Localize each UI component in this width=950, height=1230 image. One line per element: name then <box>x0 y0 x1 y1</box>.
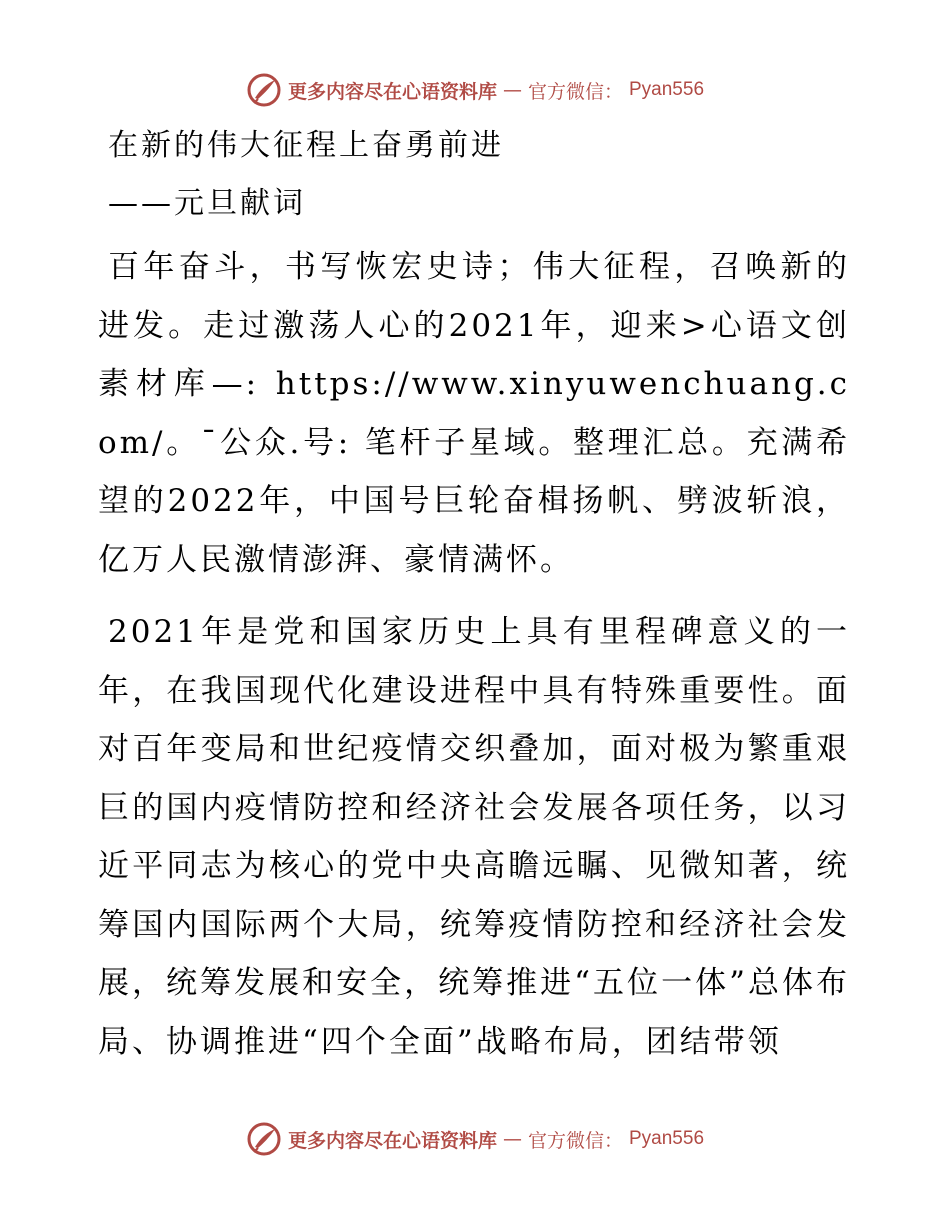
document-body <box>98 124 850 1085</box>
watermark-separator: — <box>502 79 522 101</box>
watermark-wechat-id: Pyan556 <box>629 1128 705 1149</box>
watermark-separator: — <box>502 1128 522 1150</box>
document-subtitle: ——元旦献词 <box>108 186 306 221</box>
footer-watermark <box>0 1121 950 1157</box>
watermark-text: 更多内容尽在心语资料库 <box>287 1129 497 1152</box>
paragraph-2: 2021年是党和国家历史上具有里程碑意义的一年，在我国现代化建设进程中具有特殊重要性。面对百年变局和世纪疫情交织叠加，面对极为繁重艰巨的国内疫情防控和经济社会发展各项任务，以习近平同志为核心的党中央高瞻远瞩、见微知著，统筹国内国际两个大局，统筹疫情防控和经济社会发展，统筹发展和安全，统筹推进“五位一体”总体布局、协调推进“四个全面”战略布局，团结带领 <box>98 614 850 1060</box>
document-title: 在新的伟大征程上奋勇前进 <box>108 128 504 163</box>
watermark-wechat-id: Pyan556 <box>629 79 705 100</box>
watermark-wechat-label: 官方微信： <box>527 1129 623 1152</box>
watermark-wechat-label: 官方微信： <box>527 80 623 103</box>
header-watermark <box>0 72 950 108</box>
paragraph-1: 百年奋斗，书写恢宏史诗；伟大征程，召唤新的进发。走过激荡人心的2021年，迎来>心语文创素材库—: https://www.xinyuwenchuang.com/。¯公众.号: 笔杆子星域。整理汇总。充满希望的2022年，中国号巨轮奋楫扬帆、劈波斩浪，亿万人民激情澎湃、豪情满怀。 <box>98 249 850 578</box>
feather-logo-icon <box>246 1121 282 1157</box>
watermark-text: 更多内容尽在心语资料库 <box>287 80 497 103</box>
feather-logo-icon <box>246 72 282 108</box>
